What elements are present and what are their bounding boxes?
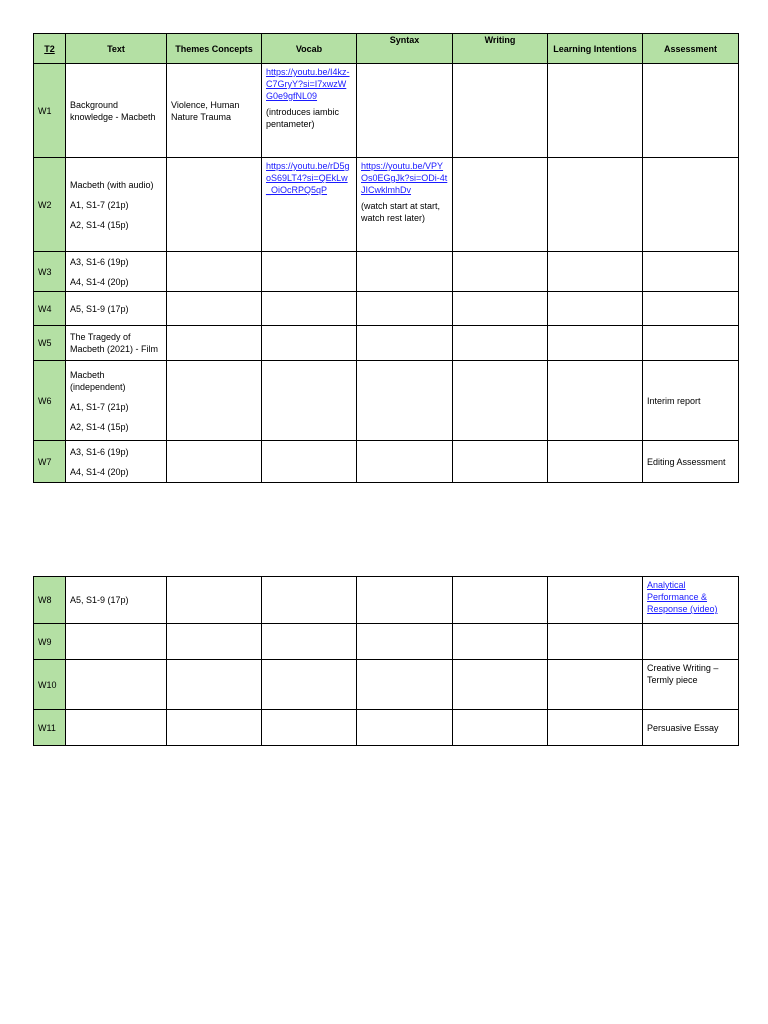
header-vocab: Vocab: [262, 34, 357, 64]
table-row-w6: [34, 361, 739, 441]
vocab-cell: [262, 252, 357, 292]
text-cell: [66, 252, 167, 292]
themes-cell: [167, 441, 262, 483]
text-line: A3, S1-6 (19p): [70, 256, 129, 267]
themes-cell: [167, 292, 262, 326]
table-row-w2: [34, 158, 739, 252]
vocab-cell: [262, 441, 357, 483]
text-cell: [66, 361, 167, 441]
week-label: W1: [34, 64, 66, 158]
text-line: A1, S1-7 (21p): [70, 199, 129, 210]
learning-cell: [548, 441, 643, 483]
vocab-cell: [262, 64, 357, 158]
vocab-cell: [262, 710, 357, 746]
learning-cell: [548, 64, 643, 158]
assessment-cell: Interim report: [643, 361, 739, 441]
text-cell: Background knowledge - Macbeth: [66, 64, 167, 158]
text-cell: [66, 710, 167, 746]
writing-cell: [453, 292, 548, 326]
assessment-cell: Editing Assessment: [643, 441, 739, 483]
vocab-cell: [262, 660, 357, 710]
themes-cell: [167, 710, 262, 746]
text-cell: [66, 441, 167, 483]
header-writing: Writing: [453, 34, 548, 64]
text-cell: A5, S1-9 (17p): [66, 577, 167, 624]
vocab-cell: [262, 158, 357, 252]
learning-cell: [548, 624, 643, 660]
syntax-cell: [357, 326, 453, 361]
week-label: W8: [34, 577, 66, 624]
assessment-cell: [643, 624, 739, 660]
syntax-cell: [357, 624, 453, 660]
writing-cell: [453, 64, 548, 158]
text-line: A2, S1-4 (15p): [70, 421, 129, 432]
writing-cell: [453, 326, 548, 361]
vocab-cell: [262, 292, 357, 326]
syntax-cell: [357, 292, 453, 326]
writing-cell: [453, 441, 548, 483]
learning-cell: [548, 660, 643, 710]
themes-cell: [167, 361, 262, 441]
vocab-video-link[interactable]: https://youtu.be/I4kz-C7GryY?si=I7xwzWG0e9gfNL09: [266, 67, 350, 101]
assessment-cell: [643, 252, 739, 292]
table-row-w10: [34, 660, 739, 710]
table-row-w9: [34, 624, 739, 660]
week-label: W7: [34, 441, 66, 483]
themes-cell: [167, 624, 262, 660]
header-term: T2: [34, 34, 66, 64]
assessment-cell: [643, 326, 739, 361]
writing-cell: [453, 577, 548, 624]
header-row: [34, 34, 739, 64]
text-cell: [66, 624, 167, 660]
syntax-cell: [357, 158, 453, 252]
syntax-cell: [357, 577, 453, 624]
learning-cell: [548, 577, 643, 624]
syntax-cell: [357, 252, 453, 292]
syntax-cell: [357, 710, 453, 746]
assessment-cell: [643, 158, 739, 252]
week-label: W4: [34, 292, 66, 326]
week-label: W3: [34, 252, 66, 292]
text-cell: [66, 158, 167, 252]
syntax-cell: [357, 361, 453, 441]
writing-cell: [453, 660, 548, 710]
vocab-cell: [262, 361, 357, 441]
text-cell: The Tragedy of Macbeth (2021) - Film: [66, 326, 167, 361]
learning-cell: [548, 710, 643, 746]
assessment-link[interactable]: Analytical Performance & Response (video): [647, 580, 718, 614]
syntax-note: (watch start at start, watch rest later): [361, 201, 441, 223]
week-label: W9: [34, 624, 66, 660]
table-row-w5: [34, 326, 739, 361]
term-plan-table: [33, 33, 739, 483]
text-cell: A5, S1-9 (17p): [66, 292, 167, 326]
vocab-video-link[interactable]: https://youtu.be/rD5goS69LT4?si=QEkLw_OiOcRPQ5qP: [266, 161, 350, 195]
learning-cell: [548, 292, 643, 326]
learning-cell: [548, 361, 643, 441]
vocab-cell: [262, 326, 357, 361]
themes-cell: [167, 326, 262, 361]
week-label: W2: [34, 158, 66, 252]
table-row-w1: [34, 64, 739, 158]
syntax-cell: [357, 660, 453, 710]
writing-cell: [453, 361, 548, 441]
themes-cell: [167, 577, 262, 624]
learning-cell: [548, 326, 643, 361]
assessment-cell: Creative Writing – Termly piece: [643, 660, 739, 710]
vocab-note: (introduces iambic pentameter): [266, 107, 340, 129]
header-syntax: Syntax: [357, 34, 453, 64]
week-label: W10: [34, 660, 66, 710]
assessment-cell: [643, 577, 739, 624]
writing-cell: [453, 710, 548, 746]
text-cell: [66, 660, 167, 710]
text-line: A4, S1-4 (20p): [70, 466, 129, 477]
text-line: A4, S1-4 (20p): [70, 276, 129, 287]
assessment-cell: [643, 292, 739, 326]
assessment-cell: Persuasive Essay: [643, 710, 739, 746]
header-themes: Themes Concepts: [167, 34, 262, 64]
syntax-cell: [357, 64, 453, 158]
table-row-w8: [34, 577, 739, 624]
writing-cell: [453, 252, 548, 292]
header-learning-intentions: Learning Intentions: [548, 34, 643, 64]
header-assessment: Assessment: [643, 34, 739, 64]
header-text: Text: [66, 34, 167, 64]
syntax-video-link[interactable]: https://youtu.be/VPYOs0EGgJk?si=ODi-4tJICwklmhDv: [361, 161, 448, 195]
text-line: Macbeth (with audio): [70, 179, 154, 190]
text-line: A1, S1-7 (21p): [70, 401, 129, 412]
table-row-w4: [34, 292, 739, 326]
writing-cell: [453, 624, 548, 660]
week-label: W11: [34, 710, 66, 746]
themes-cell: [167, 252, 262, 292]
themes-cell: [167, 660, 262, 710]
vocab-cell: [262, 624, 357, 660]
vocab-cell: [262, 577, 357, 624]
themes-cell: [167, 158, 262, 252]
table-row-w7: [34, 441, 739, 483]
learning-cell: [548, 158, 643, 252]
term-plan-table-continued: [33, 576, 739, 746]
learning-cell: [548, 252, 643, 292]
table-row-w11: [34, 710, 739, 746]
themes-cell: Violence, Human Nature Trauma: [167, 64, 262, 158]
week-label: W5: [34, 326, 66, 361]
text-line: A3, S1-6 (19p): [70, 446, 129, 457]
writing-cell: [453, 158, 548, 252]
table-row-w3: [34, 252, 739, 292]
text-line: Macbeth (independent): [70, 369, 126, 392]
assessment-cell: [643, 64, 739, 158]
syntax-cell: [357, 441, 453, 483]
week-label: W6: [34, 361, 66, 441]
text-line: A2, S1-4 (15p): [70, 219, 129, 230]
